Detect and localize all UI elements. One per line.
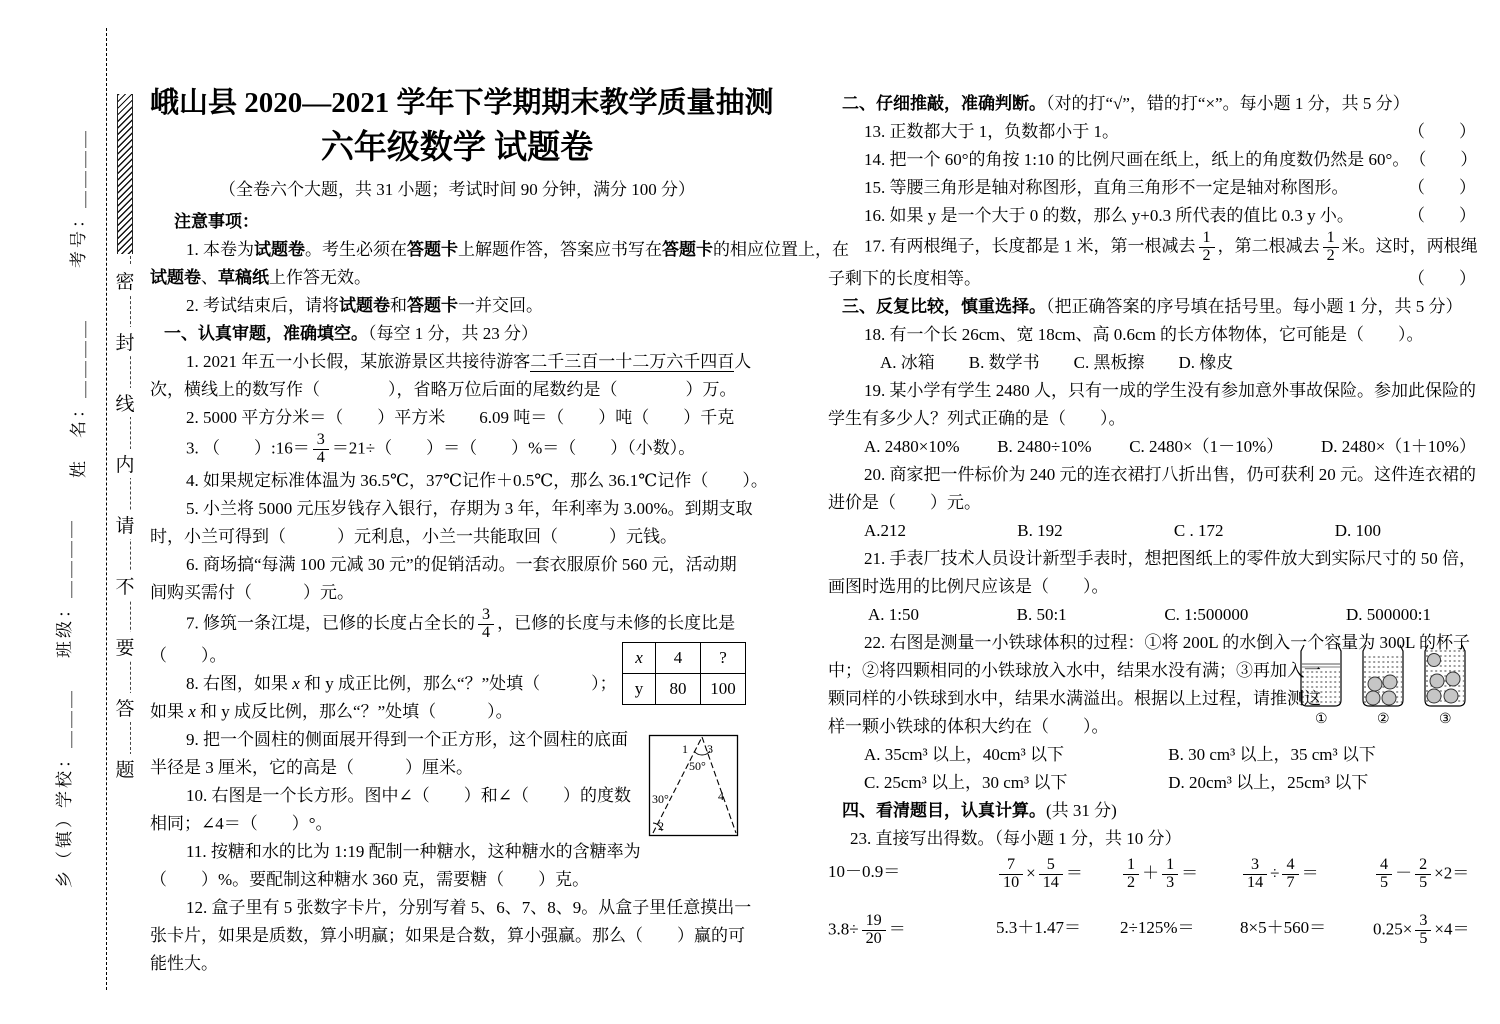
seal-char: 内 [115,449,134,478]
q18-options: A. 冰箱 B. 数学书 C. 黑板擦 D. 橡皮 [880,352,1234,372]
q11-line2: （ ）%。要配制这种糖水 360 克，需要糖（ ）克。 [150,869,590,889]
q12-line1: 12. 盒子里有 5 张数字卡片，分别写着 5、6、7、8、9。从盒子里任意摸出一 [186,897,752,917]
angle-2-label: 2 [658,819,664,833]
q21-line2: 画图时选用的比例尺应该是（ ）。 [828,576,1109,596]
section1-heading: 一、认真审题，准确填空。（每空 1 分，共 23 分） [164,324,538,343]
beaker-2-label: ② [1377,712,1390,727]
q23-calc-row2 [828,909,1476,965]
cell-y: y [623,674,656,705]
q22-line1: 22. 右图是测量一小铁球体积的过程：①将 200L 的水倒入一个容量为 300L 的杯子 [864,632,1471,652]
angle-1-label: 1 [682,742,688,756]
q22-line2: 中；②将四颗相同的小铁球放入水中，结果水没有满；③再加入一 [828,660,1321,680]
calc-expression: $\frac{1}{2}$ ＋ $\frac{1}{3}$ ＝ [1120,857,1198,892]
q3-line1: 3. （ ）:16＝ $\frac{3}{4}$ ＝21÷（ ）＝（ ）%＝（ ）（小数）。 [186,431,696,466]
student-name-field: 姓 名：＿＿＿＿ [69,318,88,478]
calc-expression: 10－0.9＝ [828,861,901,881]
angle-3-label: 3 [707,742,713,756]
q20-line2: 进价是（ ）元。 [828,492,981,512]
q22-beakers-figure [1296,643,1476,738]
cell-x: x [623,643,656,674]
option-b: B. 30 cm³ 以上，35 cm³ 以下 [1168,744,1376,764]
calc-expression: $\frac{3}{14}$ ÷ $\frac{4}{7}$ ＝ [1240,857,1319,892]
seal-dashed-line [106,28,107,990]
q17-line2 [828,265,1476,293]
q22-line4: 样一颗小铁球的体积大约在（ ）。 [828,716,1109,736]
q6-line2: 间购买需付（ ）元。 [150,582,354,602]
seal-vertical-text [111,266,139,783]
q11-line1: 11. 按糖和水的比为 1:19 配制一种糖水，这种糖水的含糖率为 [186,841,641,861]
q21-line1: 21. 手表厂技术人员设计新型手表时，想把图纸上的零件放大到实际尺寸的 50 倍， [864,548,1476,568]
q13-text: 13. 正数都大于 1，负数都小于 1。 [864,122,1119,141]
option-c: C. 1:500000 [1164,604,1249,624]
q17-answer-bracket: （ ） [1408,268,1476,288]
q12-line3: 能性大。 [150,953,218,973]
q22-options-cd [828,769,1476,797]
q23-calc-row1 [828,853,1476,909]
section2-heading: 二、仔细推敲，准确判断。（对的打“√”，错的打“×”。每小题 1 分，共 5 分） [842,94,1410,113]
q14-line [828,146,1476,174]
beaker-1-label: ① [1315,712,1328,727]
notice1-line2: 试题卷、草稿纸上作答无效。 [150,268,371,287]
q8-xy-table [622,642,746,705]
table-row [623,674,746,705]
q13-line [828,118,1476,146]
notice1-line1: 1. 本卷为试题卷。考生必须在答题卡上解题作答，答案应书写在答题卡的相应位置上，在 [186,240,849,259]
seal-char: 要 [115,632,134,661]
option-a: A. 1:50 [868,604,919,624]
q5-line2: 时，小兰可得到（ ）元利息，小兰一共能取回（ ）元钱。 [150,526,677,546]
q22-options-ab [828,741,1476,769]
q16-answer-bracket: （ ） [1408,206,1476,225]
option-d: D. 500000:1 [1346,604,1431,624]
option-d: D. 20cm³ 以上，25cm³ 以下 [1168,772,1369,792]
calc-expression: 2÷125%＝ [1120,917,1195,937]
option-b: B. 2480÷10% [997,436,1092,456]
option-a: A. 35cm³ 以上，40cm³ 以下 [864,744,1065,764]
q4-line1: 4. 如果规定标准体温为 36.5℃，37℃记作＋0.5℃，那么 36.1℃记作（ ）。 [186,470,768,490]
angle-4-label: 4 [718,789,724,803]
q19-line1: 19. 某小学有学生 2480 人，只有一成的学生没有参加意外事故保险。参加此保险的 [864,380,1476,400]
q12-line2: 张卡片，如果是质数，算小明赢；如果是合数，算小强赢。那么（ ）赢的可 [150,925,745,945]
q21-options [828,601,1476,629]
right-column [828,90,1476,965]
q2-line1: 2. 5000 平方分米＝（ ）平方米 6.09 吨＝（ ）吨（ ）千克 [186,408,735,427]
exam-number-field: 考号：＿＿＿＿ [69,128,88,268]
q6-line1: 6. 商场搞“每满 100 元减 30 元”的促销活动。一套衣服原价 560 元，活动期 [186,554,737,574]
school-field: 乡（镇）学校：＿＿＿ [55,688,74,888]
q19-options [828,433,1476,461]
calc-expression: 5.3＋1.47＝ [996,917,1081,937]
paper-title-line1: 峨山县 2020—2021 学年下学期期末教学质量抽测 [150,87,774,119]
notice-title: 注意事项： [174,212,259,231]
seal-char: 题 [115,754,134,783]
q8-line2: 如果 x 和 y 成反比例，那么“？”处填（ ）。 [150,701,513,721]
paper-title-line2: 六年级数学 试题卷 [320,130,594,166]
q19-line2: 学生有多少人？列式正确的是（ ）。 [828,408,1126,428]
option-d: D. 2480×（1＋10%） [1320,436,1476,456]
class-field: 班级：＿＿＿＿ [55,518,74,658]
beakers-diagram [1296,643,1476,733]
cell-y2: 100 [701,674,746,705]
q18-line1: 18. 有一个长 26cm、宽 18cm、高 0.6cm 的长方体物体，它可能是（ ）。 [864,324,1424,344]
q22-line3: 颗同样的小铁球到水中，结果水满溢出。根据以上过程，请推测这 [828,688,1321,708]
calc-expression: 3.8÷ $\frac{19}{20}$ ＝ [828,911,906,947]
option-c: C. 25cm³ 以上，30 cm³ 以下 [864,772,1068,792]
paper-meta: （全卷六个大题，共 31 小题；考试时间 90 分钟，满分 100 分） [219,180,695,199]
seal-char: 封 [115,327,134,356]
calc-expression: $\frac{7}{10}$ × $\frac{5}{14}$ ＝ [996,857,1083,892]
q1-line1: 1. 2021 年五一小长假，某旅游景区共接待游客二千三百一十二万六千四百人 [186,352,752,371]
q13-answer-bracket: （ ） [1408,122,1476,141]
q23-label: 23. 直接写出得数。（每小题 1 分，共 10 分） [850,828,1182,848]
option-a: A.212 [864,520,907,540]
cell-x2: ? [701,643,746,674]
q9-line2: 半径是 3 厘米，它的高是（ ）厘米。 [150,757,473,777]
seal-hatch-bar [117,94,133,254]
option-c: C. 2480×（1－10%） [1129,436,1284,456]
calc-expression: 0.25× $\frac{3}{5}$ ×4＝ [1373,911,1470,947]
rectangle-triangle-diagram [648,734,740,838]
q14-answer-bracket: （ ） [1409,150,1478,169]
beaker-3-label: ③ [1439,712,1452,727]
q8-line1: 8. 右图，如果 x 和 y 成正比例，那么“？”处填（ ）； [186,673,617,693]
q1-line2: 次，横线上的数写作（ ），省略万位后面的尾数约是（ ）万。 [150,380,737,399]
q10-rectangle-figure [648,734,740,843]
q15-line [828,174,1476,202]
q20-line1: 20. 商家把一件标价为 240 元的连衣裙打八折出售，仍可获利 20 元。这件连衣裙的 [864,464,1476,484]
option-c: C . 172 [1173,520,1224,540]
table-row [623,643,746,674]
q15-text: 15. 等腰三角形是轴对称图形，直角三角形不一定是轴对称图形。 [864,178,1349,197]
q10-line1: 10. 右图是一个长方形。图中∠（ ）和∠（ ）的度数 [186,785,631,805]
left-column [150,82,849,978]
cell-x1: 4 [656,643,701,674]
cell-y1: 80 [656,674,701,705]
option-a: A. 2480×10% [864,436,960,456]
q17-text: 子剩下的长度相等。 [828,268,981,288]
q7-line1: 7. 修筑一条江堤，已修的长度占全长的 $\frac{3}{4}$ ，已修的长度与未修的长度比是 [186,605,736,641]
seal-char: 线 [115,388,134,417]
q16-line [828,202,1476,230]
seal-char: 答 [115,693,134,722]
calc-expression: 8×5＋560＝ [1240,917,1327,937]
q5-line1: 5. 小兰将 5000 元压岁钱存入银行，存期为 3 年，年利率为 3.00%。到期支取 [186,498,753,518]
option-b: B. 192 [1017,520,1063,540]
notice2: 2. 考试结束后，请将试题卷和答题卡一并交回。 [186,296,543,315]
option-d: D. 100 [1334,520,1381,540]
seal-char: 请 [115,510,134,539]
section4-heading: 四、看清题目，认真计算。(共 31 分) [842,800,1117,820]
q16-text: 16. 如果 y 是一个大于 0 的数，那么 y+0.3 所代表的值比 0.3 y 小。 [864,206,1354,225]
section3-heading: 三、反复比较，慎重选择。（把正确答案的序号填在括号里。每小题 1 分，共 5 分） [842,296,1463,316]
q14-text: 14. 把一个 60°的角按 1:10 的比例尺画在纸上，纸上的角度数仍然是 60°。 [864,150,1410,169]
angle-50-label: 50° [689,759,706,773]
q15-answer-bracket: （ ） [1408,178,1476,197]
q7-line2: （ ）。 [150,645,227,665]
option-b: B. 50:1 [1016,604,1067,624]
seal-char: 不 [115,571,134,600]
angle-30-label: 30° [652,792,669,806]
seal-char: 密 [115,266,134,295]
calc-expression: $\frac{4}{5}$ － $\frac{2}{5}$ ×2＝ [1373,857,1469,892]
q10-line2: 相同；∠4＝（ ）°。 [150,813,333,833]
q20-options [828,517,1476,545]
q17-line1: 17. 有两根绳子，长度都是 1 米，第一根减去 $\frac{1}{2}$ ，第二根减去 $\frac{1}{2}$ 米。这时，两根绳 [864,229,1478,264]
q9-line1: 9. 把一个圆柱的侧面展开得到一个正方形，这个圆柱的底面 [186,729,628,749]
